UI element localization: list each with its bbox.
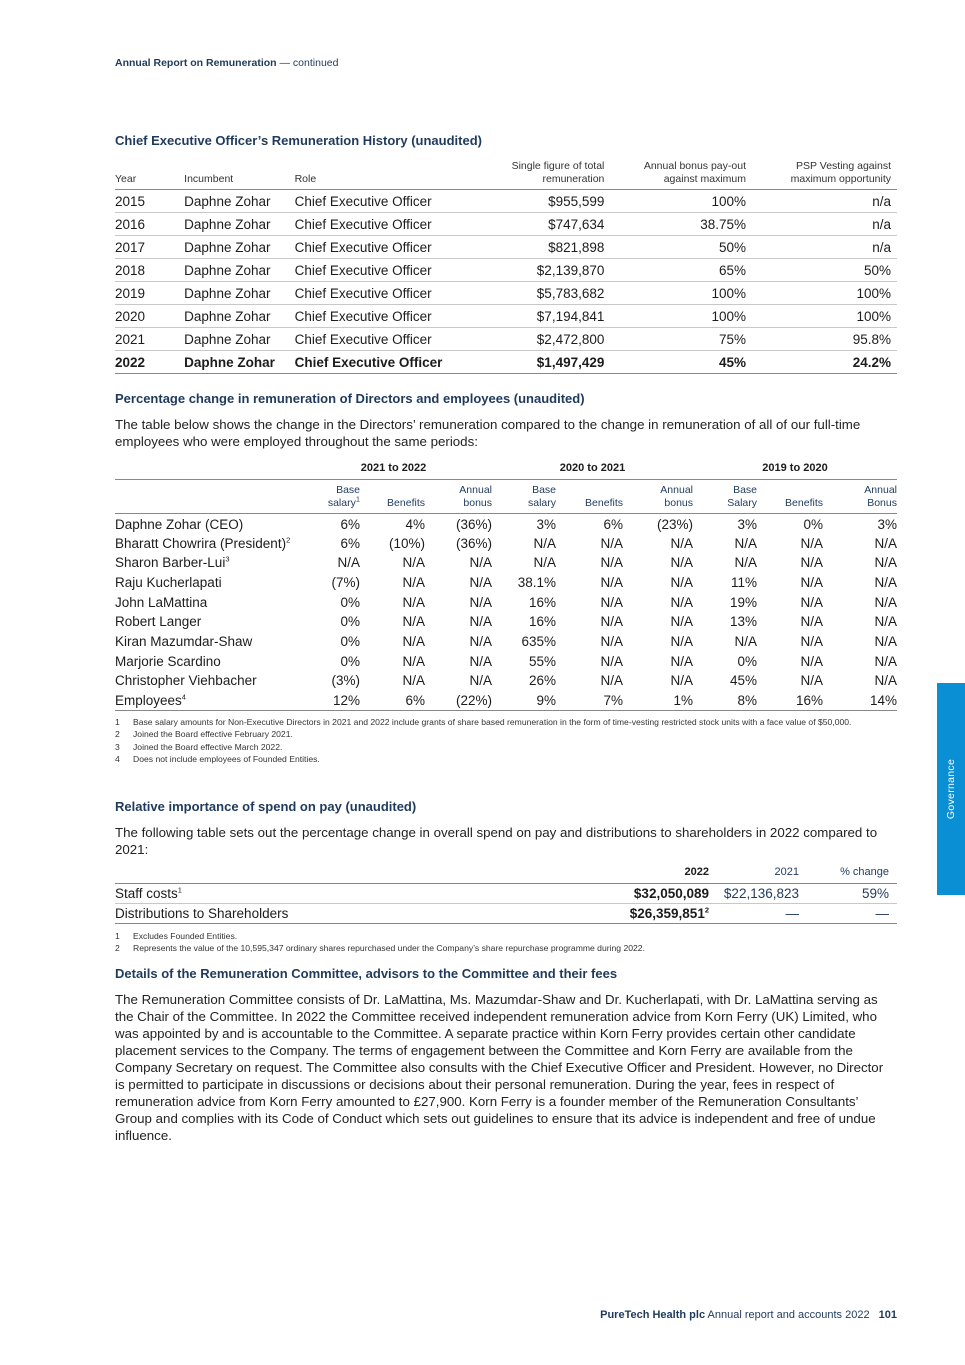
- table-cell: N/A: [874, 614, 897, 630]
- table-row: [115, 305, 897, 328]
- table-cell: 50%: [610, 236, 752, 259]
- section-heading-spend-on-pay: Relative importance of spend on pay (unaudited): [115, 799, 417, 814]
- row-label: [115, 573, 295, 593]
- table-cell: $2,139,870: [472, 259, 611, 282]
- table-cell: 0%: [340, 594, 360, 610]
- table-cell: 12%: [295, 691, 360, 711]
- table-cell: N/A: [469, 555, 492, 571]
- director-name: Daphne Zohar (CEO): [115, 517, 244, 533]
- column-header-line1: Annual: [660, 484, 693, 496]
- table-cell: 24.2%: [752, 351, 897, 374]
- table-cell: 6%: [340, 535, 360, 551]
- table-cell: N/A: [402, 555, 425, 571]
- table-cell: 26%: [528, 673, 556, 689]
- table-cell: 0%: [340, 633, 360, 649]
- column-header-line1: Base: [733, 484, 757, 496]
- table-cell: N/A: [600, 673, 623, 689]
- table-cell: (36%): [455, 535, 492, 551]
- table-cell: N/A: [874, 574, 897, 590]
- director-name: Sharon Barber-Lui: [115, 555, 226, 571]
- table-cell: Daphne Zohar: [184, 328, 294, 351]
- table-cell: 6%: [360, 691, 425, 711]
- table-cell: N/A: [600, 614, 623, 630]
- table-cell: 1%: [623, 691, 693, 711]
- column-header-line2: salary: [527, 497, 556, 509]
- governance-tab-label: Governance: [945, 758, 958, 820]
- column-header: [360, 480, 425, 514]
- table-cell: 6%: [340, 517, 360, 533]
- table-cell: N/A: [600, 555, 623, 571]
- table-row: [115, 533, 897, 553]
- table-cell: 0%: [737, 653, 757, 669]
- table-cell: $747,634: [472, 213, 611, 236]
- table-cell: n/a: [752, 236, 897, 259]
- row-label: [115, 671, 295, 691]
- running-head-title: Annual Report on Remuneration: [115, 57, 277, 69]
- column-header-line2: Salary: [727, 497, 757, 509]
- footnote: [115, 716, 897, 728]
- table-cell: 9%: [492, 691, 556, 711]
- row-label: [115, 612, 295, 632]
- table-row: [115, 691, 897, 711]
- table-cell: 11%: [730, 574, 757, 590]
- table-row: [115, 259, 897, 282]
- footnote-text: Base salary amounts for Non-Executive Directors in 2021 and 2022 include grants of share based remuneration in the form of time-vesting restricted stock units with a face value of $50,000.: [133, 717, 852, 727]
- table-cell: N/A: [874, 594, 897, 610]
- table-cell: N/A: [800, 614, 823, 630]
- section-intro-spend-on-pay: The following table sets out the percentage change in overall spend on pay and distributions to shareholders in 2022 compared to 2021:: [115, 825, 878, 857]
- footnote-marker: 2: [704, 905, 709, 915]
- table-cell: N/A: [800, 574, 823, 590]
- percentage-change-table: [115, 462, 897, 711]
- table-cell: (7%): [331, 574, 360, 590]
- value-2021: —: [717, 904, 807, 924]
- table-cell: N/A: [402, 574, 425, 590]
- table-row: [115, 190, 897, 213]
- row-label: [115, 514, 295, 534]
- table-cell: 2019: [115, 282, 184, 305]
- page-number: 101: [878, 1309, 897, 1321]
- table-cell: 50%: [752, 259, 897, 282]
- table-cell: N/A: [402, 653, 425, 669]
- table-row: [115, 632, 897, 652]
- table-cell: 2020: [115, 305, 184, 328]
- director-name: Raju Kucherlapati: [115, 574, 222, 590]
- table-cell: 75%: [610, 328, 752, 351]
- column-header-line2: Bonus: [867, 497, 897, 509]
- governance-section-tab[interactable]: [937, 683, 965, 895]
- table-cell: N/A: [600, 594, 623, 610]
- table-cell: Daphne Zohar: [184, 305, 294, 328]
- table-cell: 100%: [610, 282, 752, 305]
- table-cell: 2022: [115, 351, 184, 374]
- table-cell: 55%: [528, 653, 556, 669]
- table-cell: N/A: [800, 535, 823, 551]
- table-header-row: [115, 160, 897, 190]
- footnote-text: Joined the Board effective February 2021.: [133, 729, 293, 740]
- period-group-header: 2021 to 2022: [360, 462, 427, 474]
- footnote: [115, 942, 897, 954]
- table-row: [115, 904, 897, 924]
- table-cell: Chief Executive Officer: [295, 328, 472, 351]
- table-cell: 38.1%: [517, 574, 556, 590]
- table-cell: N/A: [402, 633, 425, 649]
- footnote-marker: 3: [225, 554, 230, 564]
- table-cell: N/A: [670, 535, 693, 551]
- table-cell: Chief Executive Officer: [295, 213, 472, 236]
- table-cell: 0%: [803, 517, 823, 533]
- table-cell: 100%: [752, 305, 897, 328]
- footnotes-percentage-change: [115, 716, 897, 766]
- table-cell: N/A: [533, 555, 556, 571]
- column-header-line1: Base: [336, 484, 360, 496]
- table-cell: 100%: [610, 190, 752, 213]
- table-cell: 2018: [115, 259, 184, 282]
- table-cell: N/A: [670, 555, 693, 571]
- ceo-remuneration-table: [115, 160, 897, 374]
- table-cell: N/A: [469, 594, 492, 610]
- row-label: [115, 904, 545, 924]
- footnote-number: 1: [115, 717, 120, 727]
- section-heading-remuneration-committee: Details of the Remuneration Committee, advisors to the Committee and their fees: [115, 966, 618, 981]
- column-header-line1: Annual: [864, 484, 897, 496]
- footnote-marker: 1: [177, 885, 182, 895]
- table-cell: Daphne Zohar: [184, 236, 294, 259]
- table-cell: N/A: [874, 653, 897, 669]
- footnote-text: Excludes Founded Entities.: [133, 931, 238, 941]
- period-group-header: 2020 to 2021: [559, 462, 626, 474]
- director-name: Bharatt Chowrira (President): [115, 535, 287, 551]
- table-row: [115, 514, 897, 534]
- footnote-number: 4: [115, 754, 120, 765]
- value-change: —: [807, 904, 897, 924]
- column-header-line2: Benefits: [585, 497, 623, 509]
- table-cell: (10%): [388, 535, 425, 551]
- table-cell: N/A: [600, 535, 623, 551]
- column-header: 2022: [545, 866, 717, 884]
- table-cell: $5,783,682: [472, 282, 611, 305]
- footnote-text: Does not include employees of Founded Entities.: [133, 754, 320, 765]
- table-row: [115, 592, 897, 612]
- table-cell: 8%: [693, 691, 757, 711]
- table-cell: N/A: [670, 653, 693, 669]
- table-cell-empty: [115, 462, 295, 480]
- table-cell: Daphne Zohar: [184, 351, 294, 374]
- table-cell: 0%: [340, 653, 360, 669]
- table-cell: N/A: [734, 633, 757, 649]
- column-header: % change: [807, 866, 897, 884]
- row-label: [115, 651, 295, 671]
- footnote: [115, 930, 897, 942]
- row-label: [115, 553, 295, 573]
- director-name: John LaMattina: [115, 594, 208, 610]
- table-cell: 45%: [610, 351, 752, 374]
- table-cell: N/A: [469, 653, 492, 669]
- table-cell: $955,599: [472, 190, 611, 213]
- row-label: [115, 533, 295, 553]
- table-cell: N/A: [670, 673, 693, 689]
- column-header: Role: [295, 160, 472, 190]
- table-cell: N/A: [800, 633, 823, 649]
- table-cell: N/A: [874, 555, 897, 571]
- table-row: [115, 213, 897, 236]
- column-header: [823, 480, 897, 514]
- footnote-number: 2: [115, 729, 120, 740]
- table-cell: 65%: [610, 259, 752, 282]
- table-cell: 3%: [536, 517, 556, 533]
- table-cell: n/a: [752, 190, 897, 213]
- table-header-row: [115, 866, 897, 884]
- table-cell: 2017: [115, 236, 184, 259]
- column-header: [693, 480, 757, 514]
- director-name: Robert Langer: [115, 614, 202, 630]
- table-cell: N/A: [734, 555, 757, 571]
- column-header: Year: [115, 160, 184, 190]
- row-label: [115, 632, 295, 652]
- column-header-line1: Annual: [459, 484, 492, 496]
- column-header: PSP Vesting against maximum opportunity: [752, 160, 897, 190]
- table-cell: N/A: [402, 614, 425, 630]
- table-cell: Chief Executive Officer: [295, 190, 472, 213]
- running-head: [115, 57, 338, 69]
- table-cell: Daphne Zohar: [184, 190, 294, 213]
- table-cell: 6%: [603, 517, 623, 533]
- column-header: Incumbent: [184, 160, 294, 190]
- table-cell: $821,898: [472, 236, 611, 259]
- table-cell: Chief Executive Officer: [295, 351, 472, 374]
- spend-on-pay-table: [115, 866, 897, 924]
- table-cell: 100%: [610, 305, 752, 328]
- director-name: Christopher Viehbacher: [115, 673, 257, 689]
- footnote-marker: 2: [286, 535, 291, 545]
- column-header: [757, 480, 823, 514]
- column-header-line2: salary: [327, 497, 356, 509]
- table-cell: N/A: [533, 535, 556, 551]
- table-row: [115, 236, 897, 259]
- column-header: Annual bonus pay-out against maximum: [610, 160, 752, 190]
- table-cell: (36%): [455, 517, 492, 533]
- table-cell: 635%: [521, 633, 556, 649]
- table-cell: N/A: [402, 594, 425, 610]
- table-cell: N/A: [337, 555, 360, 571]
- column-header: 2021: [717, 866, 807, 884]
- page-footer: [600, 1309, 897, 1321]
- table-cell: 16%: [528, 614, 556, 630]
- table-cell: N/A: [800, 673, 823, 689]
- table-cell: 2016: [115, 213, 184, 236]
- table-cell: 16%: [757, 691, 823, 711]
- table-cell: 95.8%: [752, 328, 897, 351]
- table-cell: Daphne Zohar: [184, 282, 294, 305]
- footnote-text: Represents the value of the 10,595,347 ordinary shares repurchased under the Company’s share repurchase programme during 2022.: [133, 943, 645, 954]
- table-row: [115, 671, 897, 691]
- table-cell: [545, 904, 717, 924]
- table-cell: N/A: [469, 633, 492, 649]
- table-cell: N/A: [800, 653, 823, 669]
- footnote: [115, 728, 897, 740]
- table-cell: N/A: [800, 555, 823, 571]
- table-cell: 2015: [115, 190, 184, 213]
- table-cell: $1,497,429: [472, 351, 611, 374]
- table-cell: N/A: [874, 633, 897, 649]
- table-cell: (3%): [331, 673, 360, 689]
- table-cell: Chief Executive Officer: [295, 282, 472, 305]
- row-label: [115, 592, 295, 612]
- table-cell: N/A: [469, 574, 492, 590]
- footnote: [115, 741, 897, 753]
- table-cell-empty: [115, 480, 295, 514]
- table-group-row: [115, 462, 897, 480]
- column-header-line2: Benefits: [387, 497, 425, 509]
- table-cell: N/A: [402, 673, 425, 689]
- table-row: [115, 573, 897, 593]
- table-row: [115, 351, 897, 374]
- table-cell: N/A: [670, 633, 693, 649]
- table-row: [115, 328, 897, 351]
- footer-company: PureTech Health plc: [600, 1309, 706, 1321]
- running-head-suffix: — continued: [279, 57, 339, 69]
- column-header: [425, 480, 492, 514]
- table-cell: 16%: [528, 594, 556, 610]
- column-header: [492, 480, 556, 514]
- footnote-marker: 1: [355, 494, 360, 504]
- table-cell: N/A: [734, 535, 757, 551]
- column-header-line1: Base: [532, 484, 556, 496]
- table-cell: (23%): [656, 517, 693, 533]
- table-row: [115, 884, 897, 904]
- row-label: [115, 884, 545, 904]
- table-row: [115, 612, 897, 632]
- section-heading-percentage-change: Percentage change in remuneration of Directors and employees (unaudited): [115, 391, 585, 406]
- table-cell: 38.75%: [610, 213, 752, 236]
- table-cell: 0%: [340, 614, 360, 630]
- table-cell: 45%: [729, 673, 757, 689]
- table-cell: N/A: [600, 574, 623, 590]
- table-cell: 13%: [729, 614, 757, 630]
- column-header-line2: Benefits: [785, 497, 823, 509]
- column-header: [295, 480, 360, 514]
- table-cell: 7%: [556, 691, 623, 711]
- table-cell: Chief Executive Officer: [295, 236, 472, 259]
- section-body-remuneration-committee: The Remuneration Committee consists of Dr. LaMattina, Ms. Mazumdar-Shaw and Dr. Kucherlapati, with Dr. LaMattina serving as the Chair of the Committee. In 2022 the Committee received independent remuneration advice from Korn Ferry (UK) Limited, who was appointed by and is accountable to the Committee. A separate practice within Korn Ferry provides certain other candidate placement services to the Company. The terms of engagement between the Committee and Korn Ferry are available from the Company Secretary on request. The Committee also consults with the Chief Executive Officer and President. However, no Director is permitted to participate in discussions or decisions about their personal remuneration. During the year, fees in respect of remuneration advice from Korn Ferry amounted to £27,900. Korn Ferry is a founder member of the Remuneration Consultants’ Group and complies with its Code of Conduct which sets out guidelines to ensure that its advice is independent and free of undue influence.: [115, 992, 884, 1143]
- table-cell: 4%: [405, 517, 425, 533]
- table-cell: N/A: [800, 594, 823, 610]
- table-cell: N/A: [874, 673, 897, 689]
- table-row: [115, 553, 897, 573]
- column-header-line2: bonus: [664, 497, 693, 509]
- row-label-text: Staff costs: [115, 886, 178, 901]
- footnote-marker: 4: [181, 692, 186, 702]
- table-cell: 3%: [877, 517, 897, 533]
- footnotes-spend-on-pay: [115, 930, 897, 955]
- row-label-text: Distributions to Shareholders: [115, 906, 289, 921]
- table-cell: 100%: [752, 282, 897, 305]
- table-cell: N/A: [670, 574, 693, 590]
- table-cell: 2021: [115, 328, 184, 351]
- table-row: [115, 282, 897, 305]
- section-intro-percentage-change: The table below shows the change in the Directors’ remuneration compared to the change in remuneration of all of our full-time employees who were employed throughout the same periods:: [115, 417, 861, 449]
- table-cell: (22%): [425, 691, 492, 711]
- period-group-header: 2019 to 2020: [762, 462, 828, 474]
- section-heading-ceo-history: Chief Executive Officer’s Remuneration History (unaudited): [115, 133, 482, 148]
- footnote: [115, 753, 897, 765]
- footnote-number: 3: [115, 741, 120, 752]
- table-cell: N/A: [670, 594, 693, 610]
- table-row: [115, 651, 897, 671]
- value-2021: $22,136,823: [717, 884, 807, 904]
- value-2022: $32,050,089: [633, 886, 709, 901]
- column-header: [556, 480, 623, 514]
- table-cell: Daphne Zohar: [184, 213, 294, 236]
- value-change: 59%: [807, 884, 897, 904]
- row-label: [115, 691, 295, 711]
- table-cell: $2,472,800: [472, 328, 611, 351]
- footnote-number: 1: [115, 931, 120, 941]
- table-cell: 19%: [729, 594, 757, 610]
- table-cell: n/a: [752, 213, 897, 236]
- table-cell: Chief Executive Officer: [295, 259, 472, 282]
- table-cell: [545, 884, 717, 904]
- table-cell: 14%: [823, 691, 897, 711]
- table-cell: N/A: [469, 614, 492, 630]
- footer-document: Annual report and accounts 2022: [707, 1309, 870, 1321]
- table-cell: Chief Executive Officer: [295, 305, 472, 328]
- value-2022: $26,359,851: [629, 906, 705, 921]
- director-name: Kiran Mazumdar-Shaw: [115, 633, 253, 649]
- column-header: Single figure of total remuneration: [472, 160, 611, 190]
- table-cell: N/A: [670, 614, 693, 630]
- footnote-number: 2: [115, 943, 120, 954]
- table-cell: 3%: [737, 517, 757, 533]
- column-header-line2: bonus: [463, 497, 492, 509]
- table-cell: N/A: [600, 653, 623, 669]
- table-cell: N/A: [469, 673, 492, 689]
- table-cell: N/A: [874, 535, 897, 551]
- director-name: Employees: [115, 692, 182, 708]
- table-cell: $7,194,841: [472, 305, 611, 328]
- table-cell: N/A: [600, 633, 623, 649]
- footnote-text: Joined the Board effective March 2022.: [133, 741, 283, 752]
- table-cell: Daphne Zohar: [184, 259, 294, 282]
- director-name: Marjorie Scardino: [115, 653, 221, 669]
- table-cell-empty: [115, 866, 545, 884]
- table-header-row: [115, 480, 897, 514]
- column-header: [623, 480, 693, 514]
